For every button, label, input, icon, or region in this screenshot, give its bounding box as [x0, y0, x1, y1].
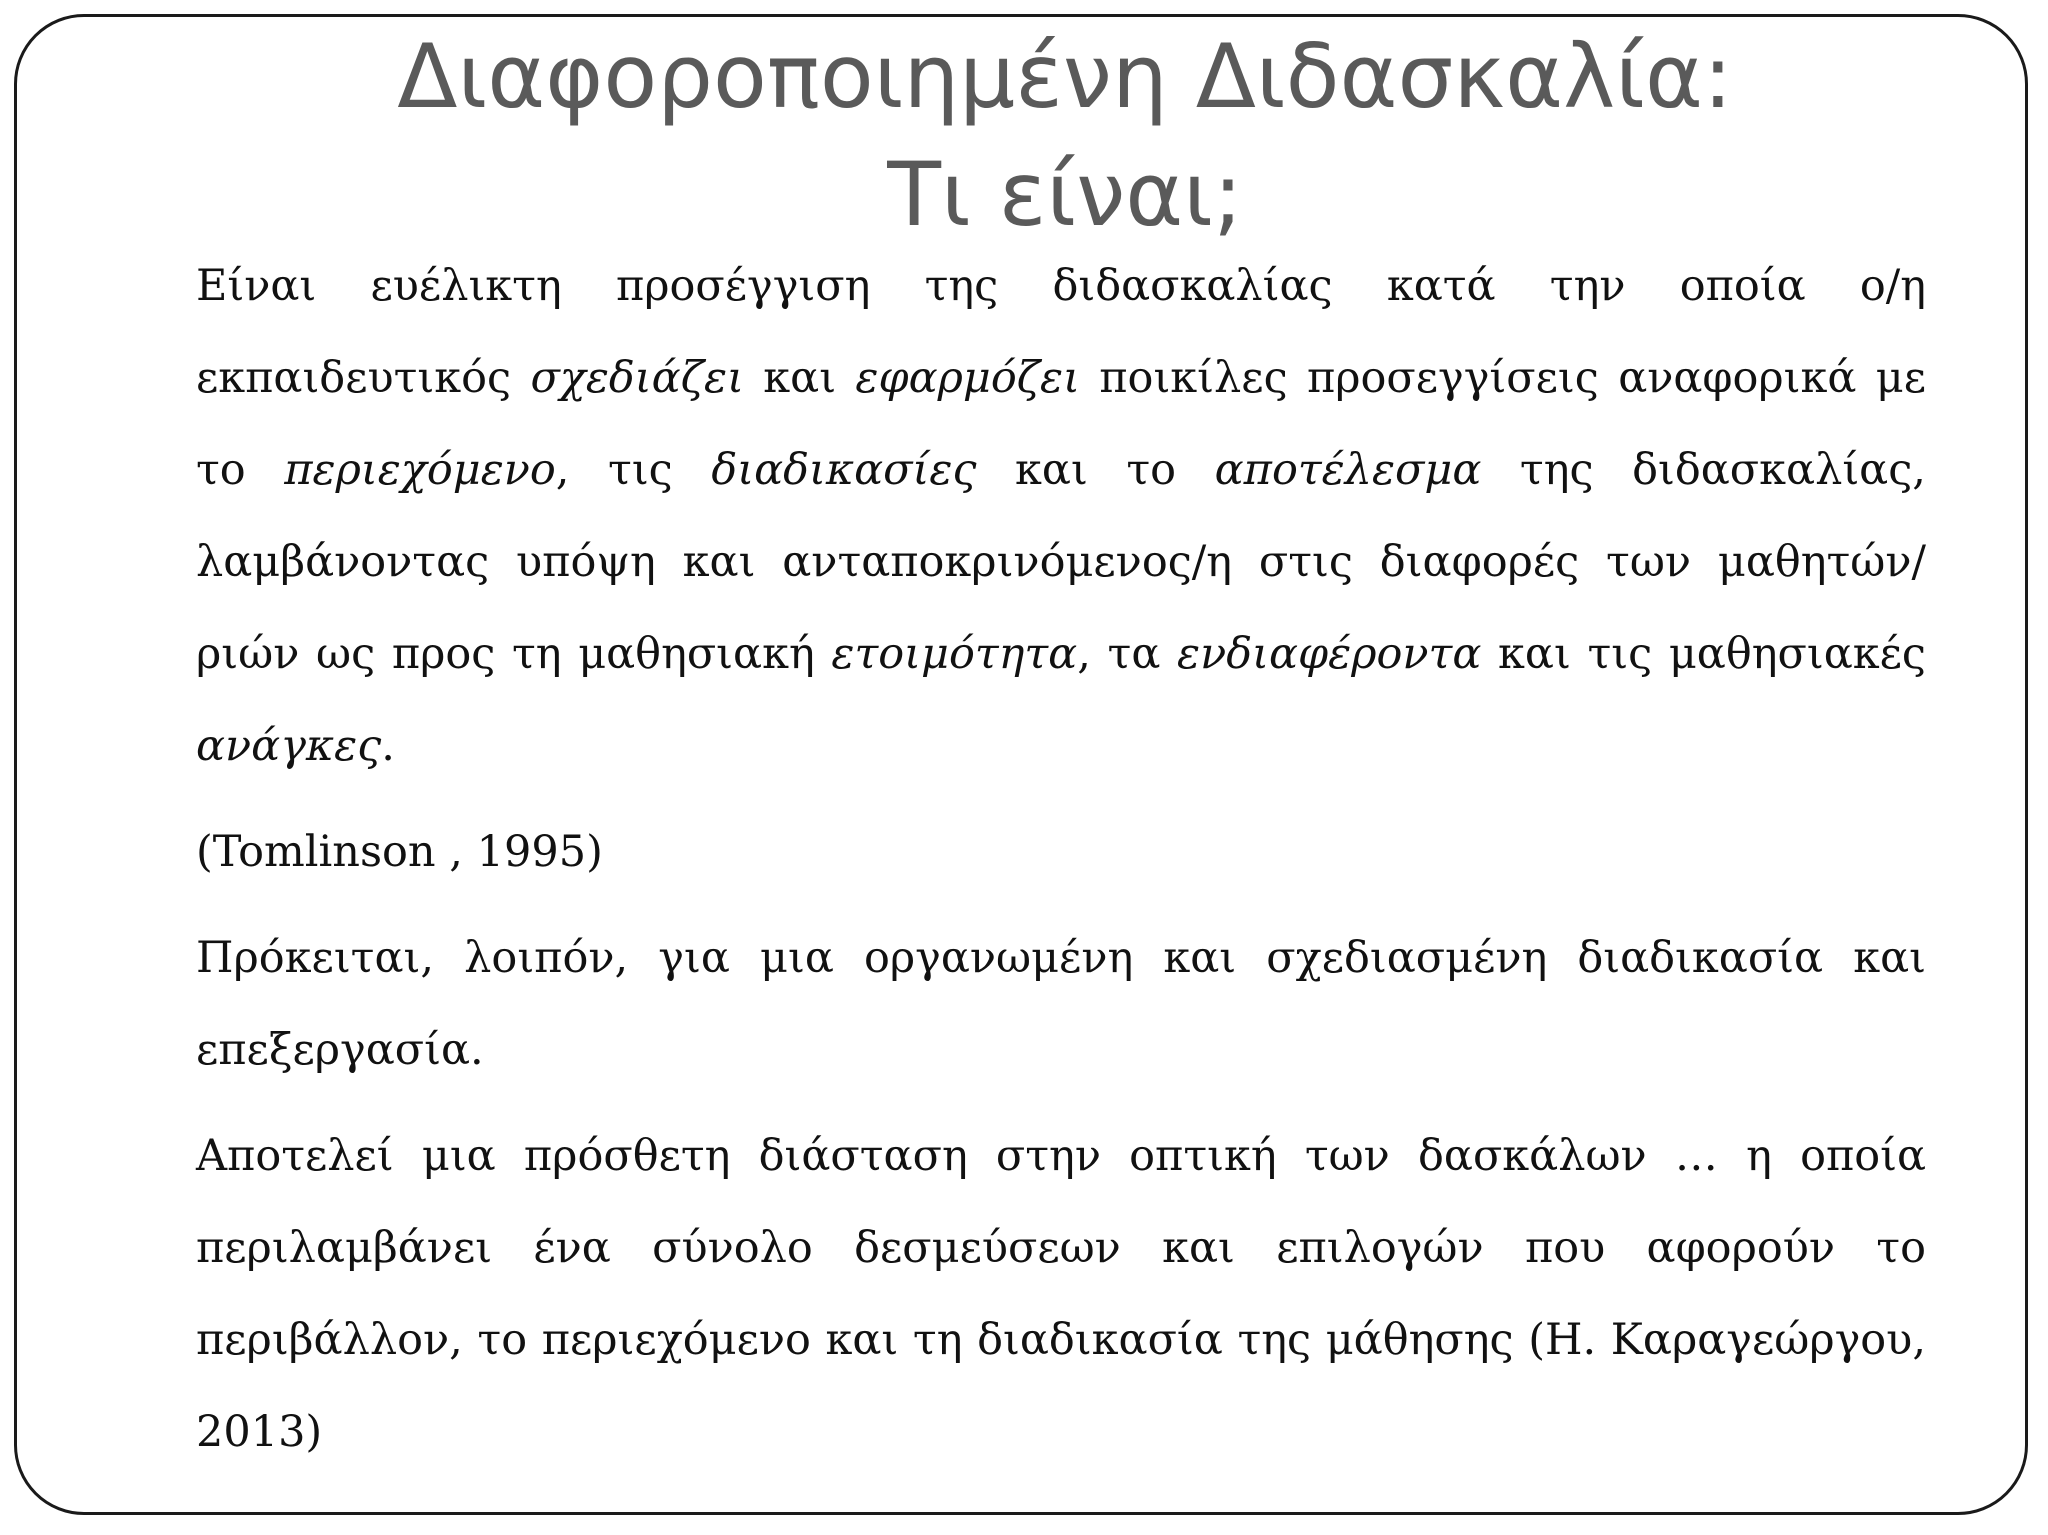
definition-text: . — [381, 721, 395, 771]
emphasis-term: διαδικασίες — [711, 445, 977, 495]
definition-text: Είναι ευέλικτη προσέγγιση της διδασκαλίας κατά την οποία ο/η εκπαιδευτικός — [196, 261, 1926, 403]
definition-text: και το — [976, 445, 1215, 495]
definition-text: , τα — [1077, 629, 1178, 679]
definition-text: και τις μαθησιακές — [1481, 629, 1926, 679]
emphasis-term: σχεδιάζει — [530, 353, 744, 403]
definition-text: ποικίλες προσεγγίσεις αναφορικά με το — [196, 353, 1927, 495]
emphasis-term: ετοιμότητα — [831, 629, 1078, 679]
citation: (Tomlinson , 1995) — [196, 827, 603, 877]
definition-text: , τις — [555, 445, 712, 495]
emphasis-term: περιεχόμενο — [284, 445, 556, 495]
emphasis-term: ενδιαφέροντα — [1177, 629, 1482, 679]
definition-text: και — [743, 353, 856, 403]
definition-text: της διδασκαλίας, λαμβάνοντας υπόψη και ανταποκρινόμενος/η στις διαφορές των μαθητών/ριών ως προς τη μαθησιακή — [196, 445, 1926, 679]
definition-paragraph — [196, 240, 1926, 792]
emphasis-term: αποτέλεσμα — [1214, 445, 1482, 495]
slide-title — [0, 18, 2048, 254]
paragraph-additional-dimension: Αποτελεί μια πρόσθετη διάσταση στην οπτική των δασκάλων … η οποία περιλαμβάνει ένα σύνολο δεσμεύσεων και επιλογών που αφορούν το περιβάλλον, το περιεχόμενο και τη διαδικασία της μάθησης (Η. Καραγεώργου, 2013) — [196, 1131, 1926, 1457]
slide-title-line-1: Διαφοροποιημένη Διδασκαλία: — [397, 25, 1733, 128]
slide-title-line-2: Τι είναι; — [887, 143, 1243, 246]
paragraph-organized-process: Πρόκειται, λοιπόν, για μια οργανωμένη και σχεδιασμένη διαδικασία και επεξεργασία. — [196, 933, 1926, 1075]
slide-body — [196, 240, 1926, 1492]
emphasis-term: εφαρμόζει — [855, 353, 1080, 403]
emphasis-term: ανάγκες — [196, 721, 382, 771]
